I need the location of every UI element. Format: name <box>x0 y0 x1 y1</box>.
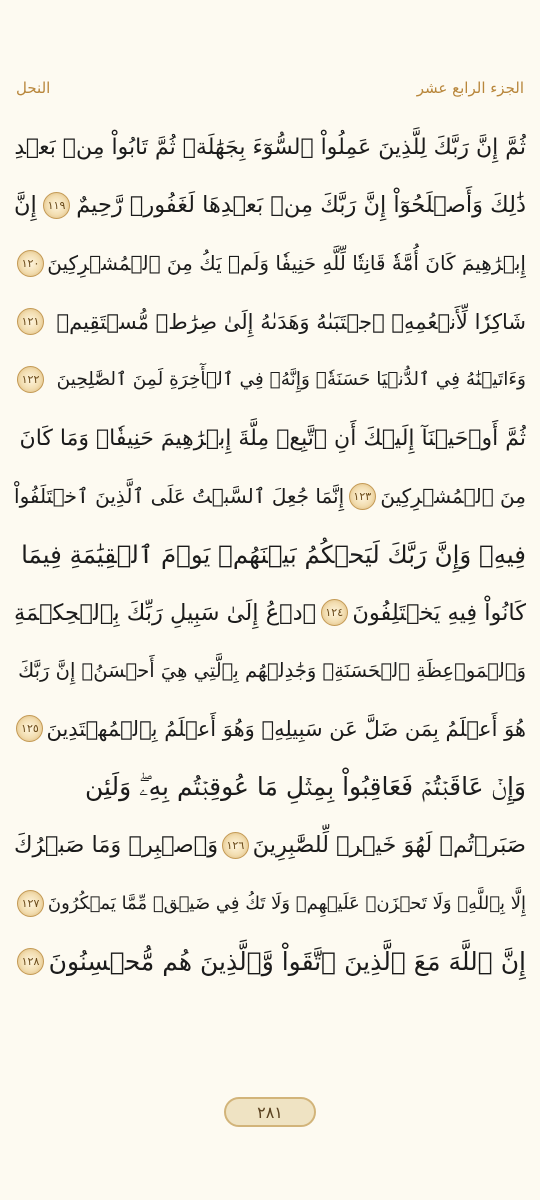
text-line <box>14 816 526 874</box>
page-number-badge: ٢٨١ <box>224 1097 316 1127</box>
verse-text: ثُمَّ أَوۡحَيۡنَآ إِلَيۡكَ أَنِ ٱتَّبِعۡ مِلَّةَ إِبۡرَٰهِيمَ حَنِيفٗاۖ وَمَا كَانَ <box>19 425 526 451</box>
verse-text: شَاكِرٗا لِّأَنۡعُمِهِۚ ٱجۡتَبَىٰهُ وَهَدَىٰهُ إِلَىٰ صِرَٰطٖ مُّسۡتَقِيمٖ <box>56 309 526 334</box>
verse-text: إِبۡرَٰهِيمَ كَانَ أُمَّةٗ قَانِتٗا لِّلَّهِ حَنِيفٗا وَلَمۡ يَكُ مِنَ ٱلۡمُشۡرِكِينَ <box>47 251 526 276</box>
verse-text: مِنَ ٱلۡمُشۡرِكِينَ <box>380 484 526 509</box>
ayah-number-marker: ١٢٥ <box>16 715 43 742</box>
page-footer <box>0 1097 540 1127</box>
text-line <box>14 758 526 816</box>
ayah-number-marker: ١٢٨ <box>17 948 44 975</box>
ayah-number-marker: ١٢٦ <box>222 832 249 859</box>
ayah-number-marker: ١١٩ <box>43 192 70 219</box>
text-line <box>14 700 526 758</box>
ayah-number-marker: ١٢٣ <box>349 483 376 510</box>
surah-label: النحل <box>16 79 51 97</box>
text-line <box>14 234 526 292</box>
verse-text: صَبَرۡتُمۡ لَهُوَ خَيۡرٞ لِّلصَّٰبِرِينَ <box>252 832 526 859</box>
verse-text: هُوَ أَعۡلَمُ بِمَن ضَلَّ عَن سَبِيلِهِۦ وَهُوَ أَعۡلَمُ بِٱلۡمُهۡتَدِينَ <box>46 716 526 741</box>
text-line <box>14 176 526 234</box>
verse-text: إِنَّ ٱللَّهَ مَعَ ٱلَّذِينَ ٱتَّقَواْ وَّٱلَّذِينَ هُم مُّحۡسِنُونَ <box>48 947 526 977</box>
text-line <box>14 118 526 176</box>
verse-text: ثُمَّ إِنَّ رَبَّكَ لِلَّذِينَ عَمِلُواْ ٱلسُّوٓءَ بِجَهَٰلَةٖ ثُمَّ تَابُواْ مِنۢ بَعۡدِ <box>14 134 526 160</box>
verse-text: فِيهِۚ وَإِنَّ رَبَّكَ لَيَحۡكُمُ بَيۡنَهُمۡ يَوۡمَ ٱلۡقِيَٰمَةِ فِيمَا <box>21 539 526 569</box>
text-line <box>14 293 526 351</box>
text-line <box>14 351 526 409</box>
verse-text: وَإِنۡ عَاقَبۡتُمۡ فَعَاقِبُواْ بِمِثۡلِ مَا عُوقِبۡتُم بِهِۦۖ وَلَئِن <box>84 772 526 802</box>
verse-text: إِنَّمَا جُعِلَ ٱلسَّبۡتُ عَلَى ٱلَّذِينَ ٱخۡتَلَفُواْ <box>14 484 345 509</box>
verse-text: وَٱصۡبِرۡ وَمَا صَبۡرُكَ <box>14 832 219 859</box>
verse-text: ٱدۡعُ إِلَىٰ سَبِيلِ رَبِّكَ بِٱلۡحِكۡمَةِ <box>14 599 317 626</box>
verse-text: كَانُواْ فِيهِ يَخۡتَلِفُونَ <box>352 599 526 626</box>
quran-text <box>14 118 526 991</box>
text-line <box>14 933 526 991</box>
ayah-number-marker: ١٢٢ <box>17 366 44 393</box>
verse-text: وَءَاتَيۡنَٰهُ فِي ٱلدُّنۡيَا حَسَنَةٗۖ وَإِنَّهُۥ فِي ٱلۡأٓخِرَةِ لَمِنَ ٱلصَّٰلِحِينَ <box>56 369 526 391</box>
text-line <box>14 525 526 583</box>
ayah-number-marker: ١٢٤ <box>321 599 348 626</box>
verse-text: إِنَّ <box>14 192 37 219</box>
text-line <box>14 584 526 642</box>
ayah-number-marker: ١٢١ <box>17 308 44 335</box>
juz-label: الجزء الرابع عشر <box>416 79 524 97</box>
text-line <box>14 642 526 700</box>
text-line <box>14 409 526 467</box>
text-line <box>14 874 526 932</box>
page-header <box>16 74 524 102</box>
ayah-number-marker: ١٢٠ <box>17 250 44 277</box>
verse-text: وَٱلۡمَوۡعِظَةِ ٱلۡحَسَنَةِۖ وَجَٰدِلۡهُم بِٱلَّتِي هِيَ أَحۡسَنُۚ إِنَّ رَبَّكَ <box>18 659 526 683</box>
verse-text: ذَٰلِكَ وَأَصۡلَحُوٓاْ إِنَّ رَبَّكَ مِنۢ بَعۡدِهَا لَغَفُورٞ رَّحِيمٌ <box>76 192 526 219</box>
text-line <box>14 467 526 525</box>
verse-text: إِلَّا بِٱللَّهِۚ وَلَا تَحۡزَنۡ عَلَيۡهِمۡ وَلَا تَكُ فِي ضَيۡقٖ مِّمَّا يَمۡكُرُونَ <box>47 893 526 915</box>
ayah-number-marker: ١٢٧ <box>17 890 44 917</box>
